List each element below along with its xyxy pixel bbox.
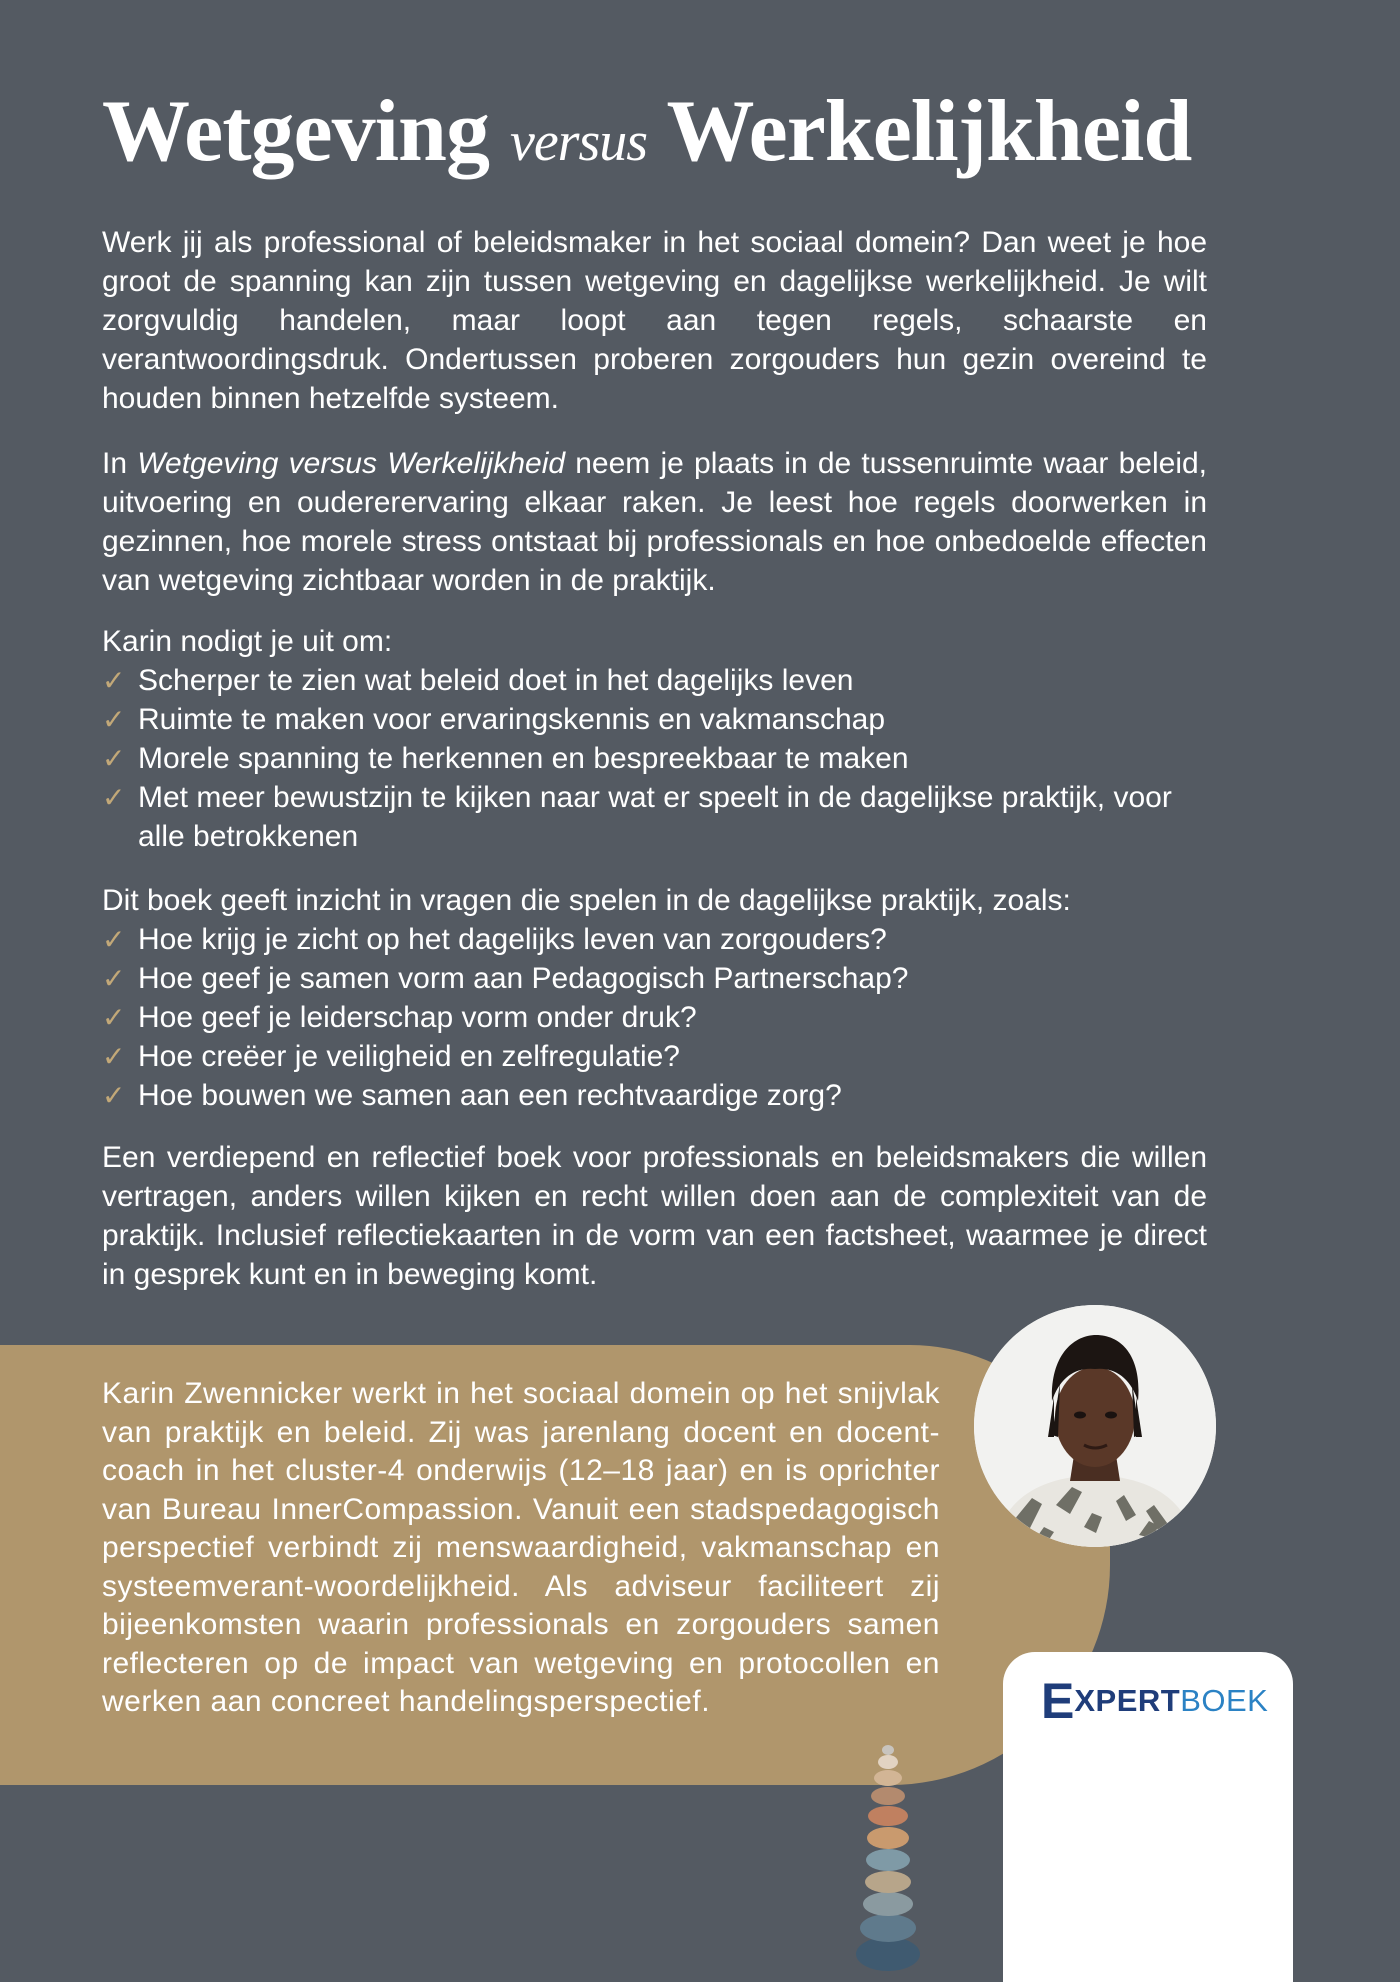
list-item-text: Ruimte te maken voor ervaringskennis en vakmanschap	[138, 703, 886, 736]
second-text	[102, 444, 1207, 600]
book-title	[102, 82, 1302, 192]
title-part-1: Wetgeving	[102, 83, 489, 180]
list-item	[102, 920, 1207, 959]
invite-lead: Karin nodigt je uit om:	[102, 625, 393, 658]
check-icon: ✓	[102, 1080, 126, 1111]
title-versus: versus	[509, 111, 648, 173]
list-item	[102, 661, 1207, 700]
list-item-text: Hoe krijg je zicht op het dagelijks leven van zorgouders?	[138, 923, 887, 956]
intro-paragraph	[102, 223, 1207, 418]
questions-lead: Dit boek geeft inzicht in vragen die spelen in de dagelijkse praktijk, zoals:	[102, 884, 1071, 917]
invite-list	[102, 661, 1207, 856]
check-icon: ✓	[102, 743, 126, 774]
logo-light: BOEK	[1180, 1683, 1269, 1718]
title-part-3: Werkelijkheid	[666, 83, 1192, 180]
list-item-text: Morele spanning te herkennen en bespreekbaar te maken	[138, 742, 909, 775]
check-icon: ✓	[102, 704, 126, 735]
intro-text: Werk jij als professional of beleidsmaker in het sociaal domein? Dan weet je hoe groot de spanning kan zijn tussen wetgeving en dagelijkse werkelijkheid. Je wilt zorgvuldig handelen, maar loopt aan tegen regels, schaarste en verantwoordingsdruk. Ondertussen proberen zorgouders hun gezin overeind te houden binnen hetzelfde systeem.	[102, 226, 1207, 415]
list-item	[102, 1037, 1207, 1076]
author-portrait-icon	[974, 1305, 1216, 1547]
questions-section	[102, 881, 1207, 1115]
list-item-text: Met meer bewustzijn te kijken naar wat er speelt in de dagelijkse praktijk, voor alle betrokkenen	[138, 781, 1172, 853]
second-prefix: In	[102, 447, 138, 480]
closing-text: Een verdiepend en reflectief boek voor professionals en beleidsmakers die willen vertragen, anders willen kijken en recht willen doen aan de complexiteit van de praktijk. Inclusief reflectiekaarten in de vorm van een factsheet, waarmee je direct in gesprek kunt en in beweging komt.	[102, 1141, 1207, 1291]
check-icon: ✓	[102, 665, 126, 696]
book-title-italic: Wetgeving versus Werkelijkheid	[137, 447, 566, 480]
second-rest: neem je plaats in de tussenruimte waar beleid, uitvoering en oudererervaring elkaar raken. Je leest hoe regels doorwerken in gezinnen, hoe morele stress ontstaat bij professionals en hoe onbedoelde effecten van wetgeving zichtbaar worden in de praktijk.	[102, 447, 1208, 597]
check-icon: ✓	[102, 782, 126, 813]
list-item	[102, 739, 1207, 778]
list-item	[102, 778, 1207, 856]
author-bio-text: Karin Zwennicker werkt in het sociaal domein op het snijvlak van praktijk en beleid. Zij was jarenlang docent en docent-coach in het cluster-4 onderwijs (12–18 jaar) en is oprichter van Bureau InnerCompassion. Vanuit een stadspedagogisch perspectief verbindt zij menswaardigheid, vakmanschap en systeemverant-woordelijkheid. Als adviseur faciliteert zij bijeenkomsten waarin professionals en zorgouders samen reflecteren op de impact van wetgeving en protocollen en werken aan concreet handelingsperspectief.	[102, 1377, 940, 1718]
stacked-stones-icon	[848, 1742, 928, 1972]
invite-section	[102, 622, 1207, 856]
list-item-text: Hoe bouwen we samen aan een rechtvaardige zorg?	[138, 1079, 842, 1112]
questions-list	[102, 920, 1207, 1115]
list-item-text: Hoe geef je leiderschap vorm onder druk?	[138, 1001, 697, 1034]
publisher-logo	[1041, 1673, 1269, 1729]
author-bio	[102, 1375, 940, 1722]
publisher-logo-panel	[1003, 1652, 1293, 1982]
check-icon: ✓	[102, 963, 126, 994]
logo-bold: XPERT	[1074, 1683, 1181, 1718]
list-item-text: Hoe geef je samen vorm aan Pedagogisch Partnerschap?	[138, 962, 909, 995]
check-icon: ✓	[102, 924, 126, 955]
closing-paragraph	[102, 1138, 1207, 1294]
list-item-text: Scherper te zien wat beleid doet in het dagelijks leven	[138, 664, 854, 697]
check-icon: ✓	[102, 1002, 126, 1033]
second-paragraph	[102, 444, 1207, 600]
author-photo	[974, 1305, 1216, 1547]
list-item	[102, 998, 1207, 1037]
list-item	[102, 700, 1207, 739]
check-icon: ✓	[102, 1041, 126, 1072]
list-item-text: Hoe creëer je veiligheid en zelfregulatie?	[138, 1040, 680, 1073]
list-item	[102, 1076, 1207, 1115]
list-item	[102, 959, 1207, 998]
logo-letter: E	[1041, 1673, 1075, 1729]
